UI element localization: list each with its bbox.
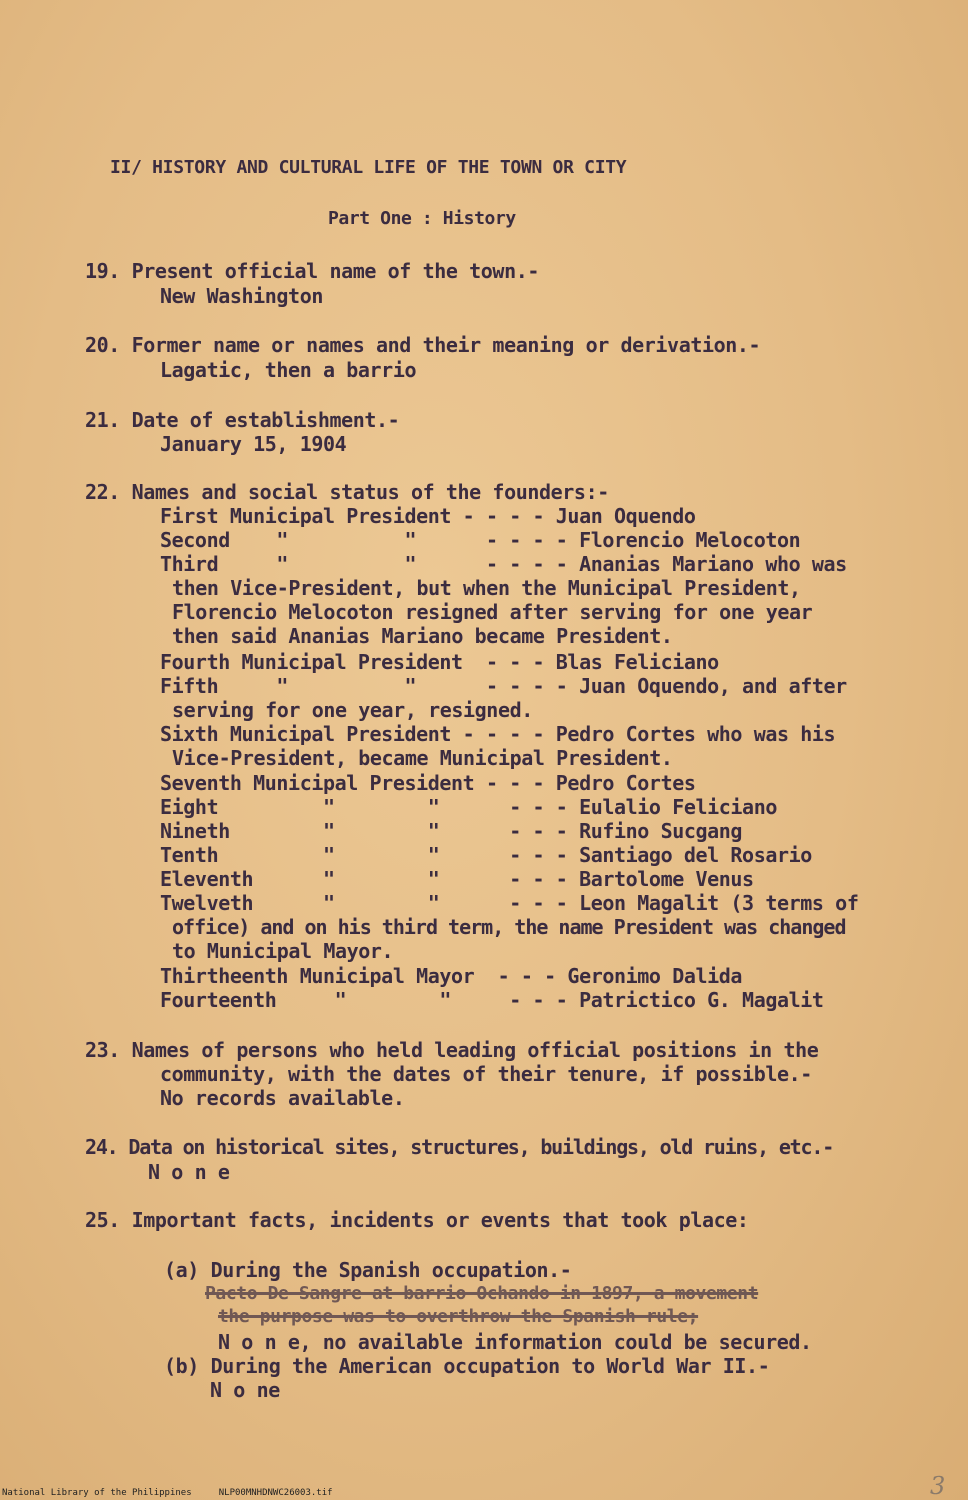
founder-3-cont-1: then Vice-President, but when the Municipal President,	[172, 576, 801, 600]
founder-11: Eleventh " " - - - Bartolome Venus	[160, 867, 754, 891]
answer-25b: N o ne	[210, 1378, 280, 1402]
page-number: 3	[930, 1472, 946, 1500]
question-23: 23. Names of persons who held leading official positions in the	[85, 1038, 819, 1062]
founder-3-cont-2: Florencio Melocoton resigned after serving for one year	[172, 600, 813, 624]
founder-3-cont-3: then said Ananias Mariano became President.	[172, 624, 673, 648]
founder-12-cont-1: office) and on his third term, the name President was changed	[172, 915, 846, 939]
founder-14: Fourteenth " " - - - Patrictico G. Magalit	[160, 988, 824, 1012]
founder-7: Seventh Municipal President - - - Pedro Cortes	[160, 771, 696, 795]
struck-line-1: Pacto De Sangre at barrio Ochando in 1897, a movement	[205, 1283, 759, 1304]
founder-5-cont: serving for one year, resigned.	[172, 698, 533, 722]
founder-9: Nineth " " - - - Rufino Sucgang	[160, 819, 743, 843]
struck-line-2: the purpose was to overthrow the Spanish rule;	[218, 1306, 699, 1327]
founder-1: First Municipal President - - - - Juan Oquendo	[160, 504, 696, 528]
answer-19: New Washington	[160, 284, 323, 308]
footer-library: National Library of the Philippines	[2, 1488, 192, 1498]
answer-21: January 15, 1904	[160, 432, 347, 456]
question-25: 25. Important facts, incidents or events that took place:	[85, 1208, 749, 1232]
founder-2: Second " " - - - - Florencio Melocoton	[160, 528, 801, 552]
question-24: 24. Data on historical sites, structures, buildings, old ruins, etc.-	[85, 1135, 834, 1159]
founder-10: Tenth " " - - - Santiago del Rosario	[160, 843, 812, 867]
founder-6: Sixth Municipal President - - - - Pedro Cortes who was his	[160, 722, 836, 746]
footer-filename: NLP00MNHDNWC26003.tif	[218, 1488, 333, 1498]
question-21: 21. Date of establishment.-	[85, 408, 400, 432]
question-23-cont: community, with the dates of their tenure, if possible.-	[160, 1062, 812, 1086]
question-19: 19. Present official name of the town.-	[85, 259, 539, 283]
question-25a: (a) During the Spanish occupation.-	[164, 1258, 572, 1282]
page-title: II/ HISTORY AND CULTURAL LIFE OF THE TOWN OR CITY	[110, 157, 627, 178]
part-heading: Part One : History	[328, 208, 516, 229]
answer-23: No records available.	[160, 1086, 405, 1110]
founder-6-cont: Vice-President, became Municipal President.	[172, 746, 673, 770]
question-20: 20. Former name or names and their meaning or derivation.-	[85, 333, 761, 357]
founder-3: Third " " - - - - Ananias Mariano who was	[160, 552, 847, 576]
answer-20: Lagatic, then a barrio	[160, 358, 417, 382]
founder-5: Fifth " " - - - - Juan Oquendo, and after	[160, 674, 847, 698]
footer-caption	[2, 1488, 333, 1498]
founder-12-cont-2: to Municipal Mayor.	[172, 939, 394, 963]
founder-8: Eight " " - - - Eulalio Feliciano	[160, 795, 777, 819]
question-22: 22. Names and social status of the founders:-	[85, 480, 609, 504]
founder-4: Fourth Municipal President - - - Blas Feliciano	[160, 650, 719, 674]
founder-12: Twelveth " " - - - Leon Magalit (3 terms of	[160, 891, 859, 915]
founder-13: Thirtheenth Municipal Mayor - - - Geronimo Dalida	[160, 964, 743, 988]
answer-25a: N o n e, no available information could be secured.	[218, 1330, 812, 1354]
question-25b: (b) During the American occupation to World War II.-	[164, 1354, 770, 1378]
answer-24: N o n e	[148, 1160, 230, 1184]
